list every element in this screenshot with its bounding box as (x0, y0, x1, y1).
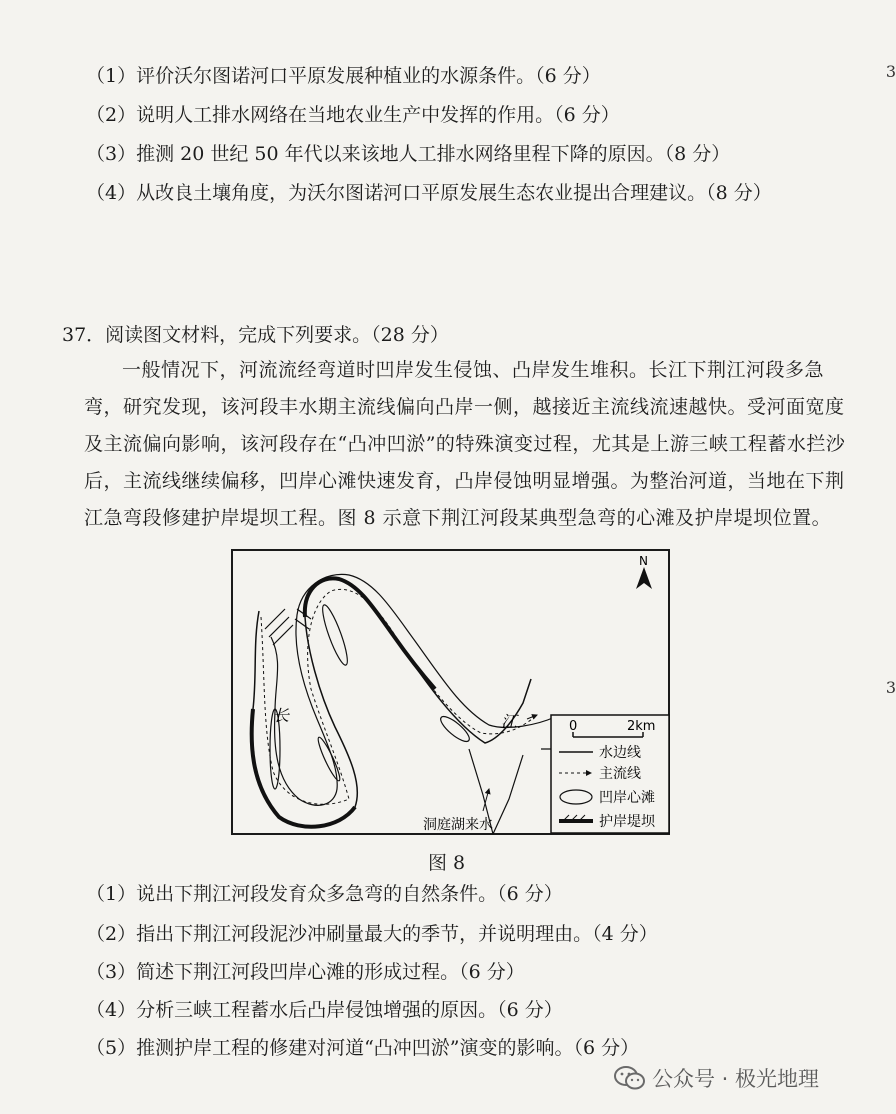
question-37-material (84, 352, 854, 537)
question-37-5: （5）推测护岸工程的修建对河道“凸冲凹淤”演变的影响。（6 分） (86, 1037, 640, 1059)
wechat-icon (614, 1065, 646, 1091)
scale-end: 2km (627, 719, 656, 734)
north-label: N (639, 554, 648, 568)
question-37-3: （3）简述下荆江河段凹岸心滩的形成过程。（6 分） (86, 961, 525, 983)
watermark (614, 1063, 819, 1093)
question-36-4: （4）从改良土壤角度，为沃尔图诺河口平原发展生态农业提出合理建议。（8 分） (86, 182, 772, 204)
legend-shoal: 凹岸心滩 (599, 790, 655, 806)
river-label-jiang: 江 (501, 712, 518, 731)
material-paragraph: 一般情况下，河流流经弯道时凹岸发生侵蚀、凸岸发生堆积。长江下荆江河段多急弯，研究发现，该河段丰水期主流线偏向凸岸一侧，越接近主流线流速越快。受河面宽度及主流偏向影响，该河段存在“凸冲凹淤”的特殊演变过程，尤其是上游三峡工程蓄水拦沙后，主流线继续偏移，凹岸心滩快速发育，凸岸侵蚀明显增强。为整治河道，当地在下荆江急弯段修建护岸堤坝工程。图 8 示意下荆江河段某典型急弯的心滩及护岸堤坝位置。 (84, 359, 846, 529)
river-label-chang: 长 (273, 706, 290, 725)
legend-water-edge: 水边线 (599, 745, 641, 761)
scale-zero: 0 (569, 719, 578, 734)
legend-main-stream: 主流线 (599, 766, 641, 782)
question-36-1: （1）评价沃尔图诺河口平原发展种植业的水源条件。（6 分） (86, 65, 601, 87)
question-37-heading: 37．阅读图文材料，完成下列要求。（28 分） (62, 324, 449, 346)
figure-8-map (231, 549, 670, 835)
watermark-text: 公众号 · 极光地理 (652, 1067, 820, 1091)
question-37-2: （2）指出下荆江河段泥沙冲刷量最大的季节，并说明理由。（4 分） (86, 923, 658, 945)
question-37-4: （4）分析三峡工程蓄水后凸岸侵蚀增强的原因。（6 分） (86, 999, 563, 1021)
question-37-1: （1）说出下荆江河段发育众多急弯的自然条件。（6 分） (86, 883, 563, 905)
question-36-3: （3）推测 20 世纪 50 年代以来该地人工排水网络里程下降的原因。（8 分） (86, 143, 731, 165)
question-36-2: （2）说明人工排水网络在当地农业生产中发挥的作用。（6 分） (86, 104, 620, 126)
figure-caption: 图 8 (428, 852, 466, 874)
edge-page-mark: 3 (885, 62, 896, 81)
edge-page-mark: 3 (885, 678, 896, 697)
inflow-label: 洞庭湖来水 (423, 817, 493, 833)
legend-embankment: 护岸堤坝 (599, 814, 655, 830)
